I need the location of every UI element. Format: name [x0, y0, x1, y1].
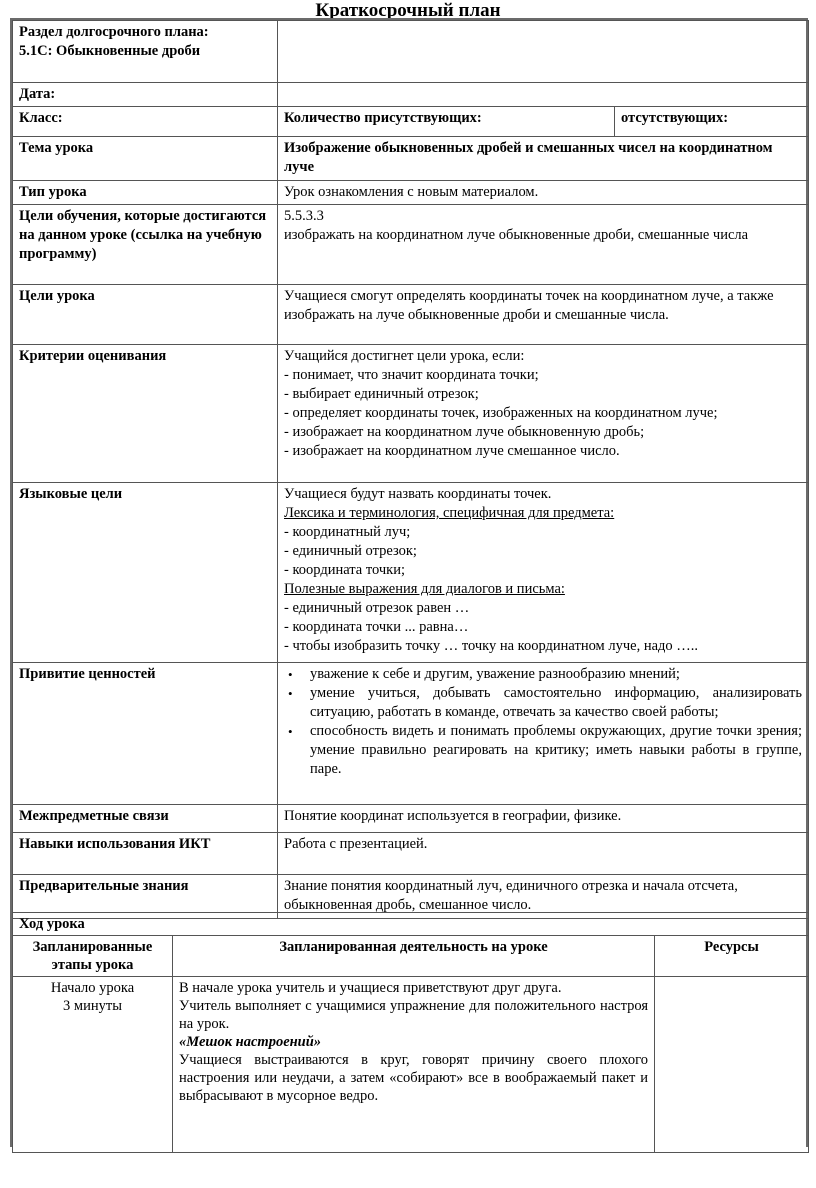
- col-activity-header: Запланированная деятельность на уроке: [173, 936, 655, 977]
- language-value: [278, 483, 809, 663]
- language-vocab-item: - координата точки;: [284, 562, 405, 578]
- resources-cell: [655, 977, 809, 1153]
- plan-table: [12, 20, 808, 919]
- activity-cell: [173, 977, 655, 1153]
- present-label: Количество присутствующих:: [278, 107, 615, 137]
- goals-label: Цели урока: [13, 285, 278, 345]
- activity-paragraph: Учитель выполняет с учащимися упражнение для положительного настроя на урок.: [179, 998, 648, 1032]
- language-phrases-heading: Полезные выражения для диалогов и письма:: [284, 581, 565, 597]
- stage-time: 3 минуты: [63, 998, 122, 1014]
- type-label: Тип урока: [13, 181, 278, 205]
- language-vocab-item: - единичный отрезок;: [284, 543, 417, 559]
- stage-name: Начало урока: [50, 980, 135, 996]
- section-label-line1: Раздел долгосрочного плана:: [19, 24, 209, 40]
- activity-exercise-title: «Мешок настроений»: [179, 1034, 322, 1050]
- language-vocab-heading: Лексика и терминология, специфичная для предмета:: [284, 505, 615, 521]
- ict-label: Навыки использования ИКТ: [13, 833, 278, 875]
- topic-value: Изображение обыкновенных дробей и смешанных чисел на координатном луче: [278, 137, 809, 181]
- date-value-cell: [278, 83, 809, 107]
- section-label-cell: [13, 21, 278, 83]
- objectives-text: изображать на координатном луче обыкновенные дроби, смешанные числа: [284, 227, 749, 243]
- objectives-value: [278, 205, 809, 285]
- cross-label: Межпредметные связи: [13, 805, 278, 833]
- criteria-value: [278, 345, 809, 483]
- values-item: • уважение к себе и другим, уважение разнообразию мнений;: [310, 665, 802, 684]
- objectives-code: 5.5.3.3: [284, 208, 324, 224]
- values-value: [278, 663, 809, 805]
- col-resources-header: Ресурсы: [655, 936, 809, 977]
- objectives-label: Цели обучения, которые достигаются на данном уроке (ссылка на учебную программу): [13, 205, 278, 285]
- language-intro: Учащиеся будут назвать координаты точек.: [284, 486, 552, 502]
- language-phrase-item: - единичный отрезок равен …: [284, 600, 470, 616]
- lesson-table: [12, 912, 808, 1153]
- type-value: Урок ознакомления с новым материалом.: [278, 181, 809, 205]
- topic-label: Тема урока: [13, 137, 278, 181]
- class-label: Класс:: [13, 107, 278, 137]
- language-phrase-item: - координата точки ... равна…: [284, 619, 469, 635]
- values-list: [284, 665, 802, 779]
- section-label-line2: 5.1С: Обыкновенные дроби: [19, 43, 201, 59]
- criteria-line: Учащийся достигнет цели урока, если:: [284, 348, 525, 364]
- absent-label: отсутствующих:: [615, 107, 809, 137]
- page-title: Краткосрочный план: [315, 0, 501, 21]
- prior-label: Предварительные знания: [13, 875, 278, 919]
- ict-value: Работа с презентацией.: [278, 833, 809, 875]
- prior-value: Знание понятия координатный луч, единичного отрезка и начала отсчета, обыкновенная дробь, смешанное число.: [278, 875, 809, 919]
- criteria-line: - изображает на координатном луче обыкновенную дробь;: [284, 424, 645, 440]
- col-stages-header: Запланированные этапы урока: [13, 936, 173, 977]
- criteria-line: - определяет координаты точек, изображенных на координатном луче;: [284, 405, 718, 421]
- criteria-label: Критерии оценивания: [13, 345, 278, 483]
- section-value-cell: [278, 21, 809, 83]
- date-label: Дата:: [13, 83, 278, 107]
- criteria-line: - выбирает единичный отрезок;: [284, 386, 479, 402]
- language-vocab-item: - координатный луч;: [284, 524, 411, 540]
- lesson-heading: Ход урока: [13, 913, 809, 936]
- activity-paragraph: В начале урока учитель и учащиеся приветствуют друг друга.: [179, 980, 562, 996]
- language-label: Языковые цели: [13, 483, 278, 663]
- values-item: • способность видеть и понимать проблемы окружающих, другие точки зрения; умение правильно реагировать на критику; иметь навыки работы в группе, паре.: [310, 722, 802, 779]
- language-phrase-item: - чтобы изобразить точку … точку на координатном луче, надо …..: [284, 638, 699, 654]
- goals-value: Учащиеся смогут определять координаты точек на координатном луче, а также изображать на луче обыкновенные дроби и смешанные числа.: [278, 285, 809, 345]
- criteria-line: - изображает на координатном луче смешанное число.: [284, 443, 620, 459]
- cross-value: Понятие координат используется в географии, физике.: [278, 805, 809, 833]
- activity-paragraph: Учащиеся выстраиваются в круг, говорят причину своего плохого настроения или неудачи, а затем «собирают» все в воображаемый пакет и выбрасывают в мусорное ведро.: [179, 1052, 648, 1104]
- values-label: Привитие ценностей: [13, 663, 278, 805]
- criteria-line: - понимает, что значит координата точки;: [284, 367, 539, 383]
- values-item: • умение учиться, добывать самостоятельно информацию, анализировать ситуацию, работать в команде, отвечать за качество своей работы;: [310, 684, 802, 722]
- stage-cell: [13, 977, 173, 1153]
